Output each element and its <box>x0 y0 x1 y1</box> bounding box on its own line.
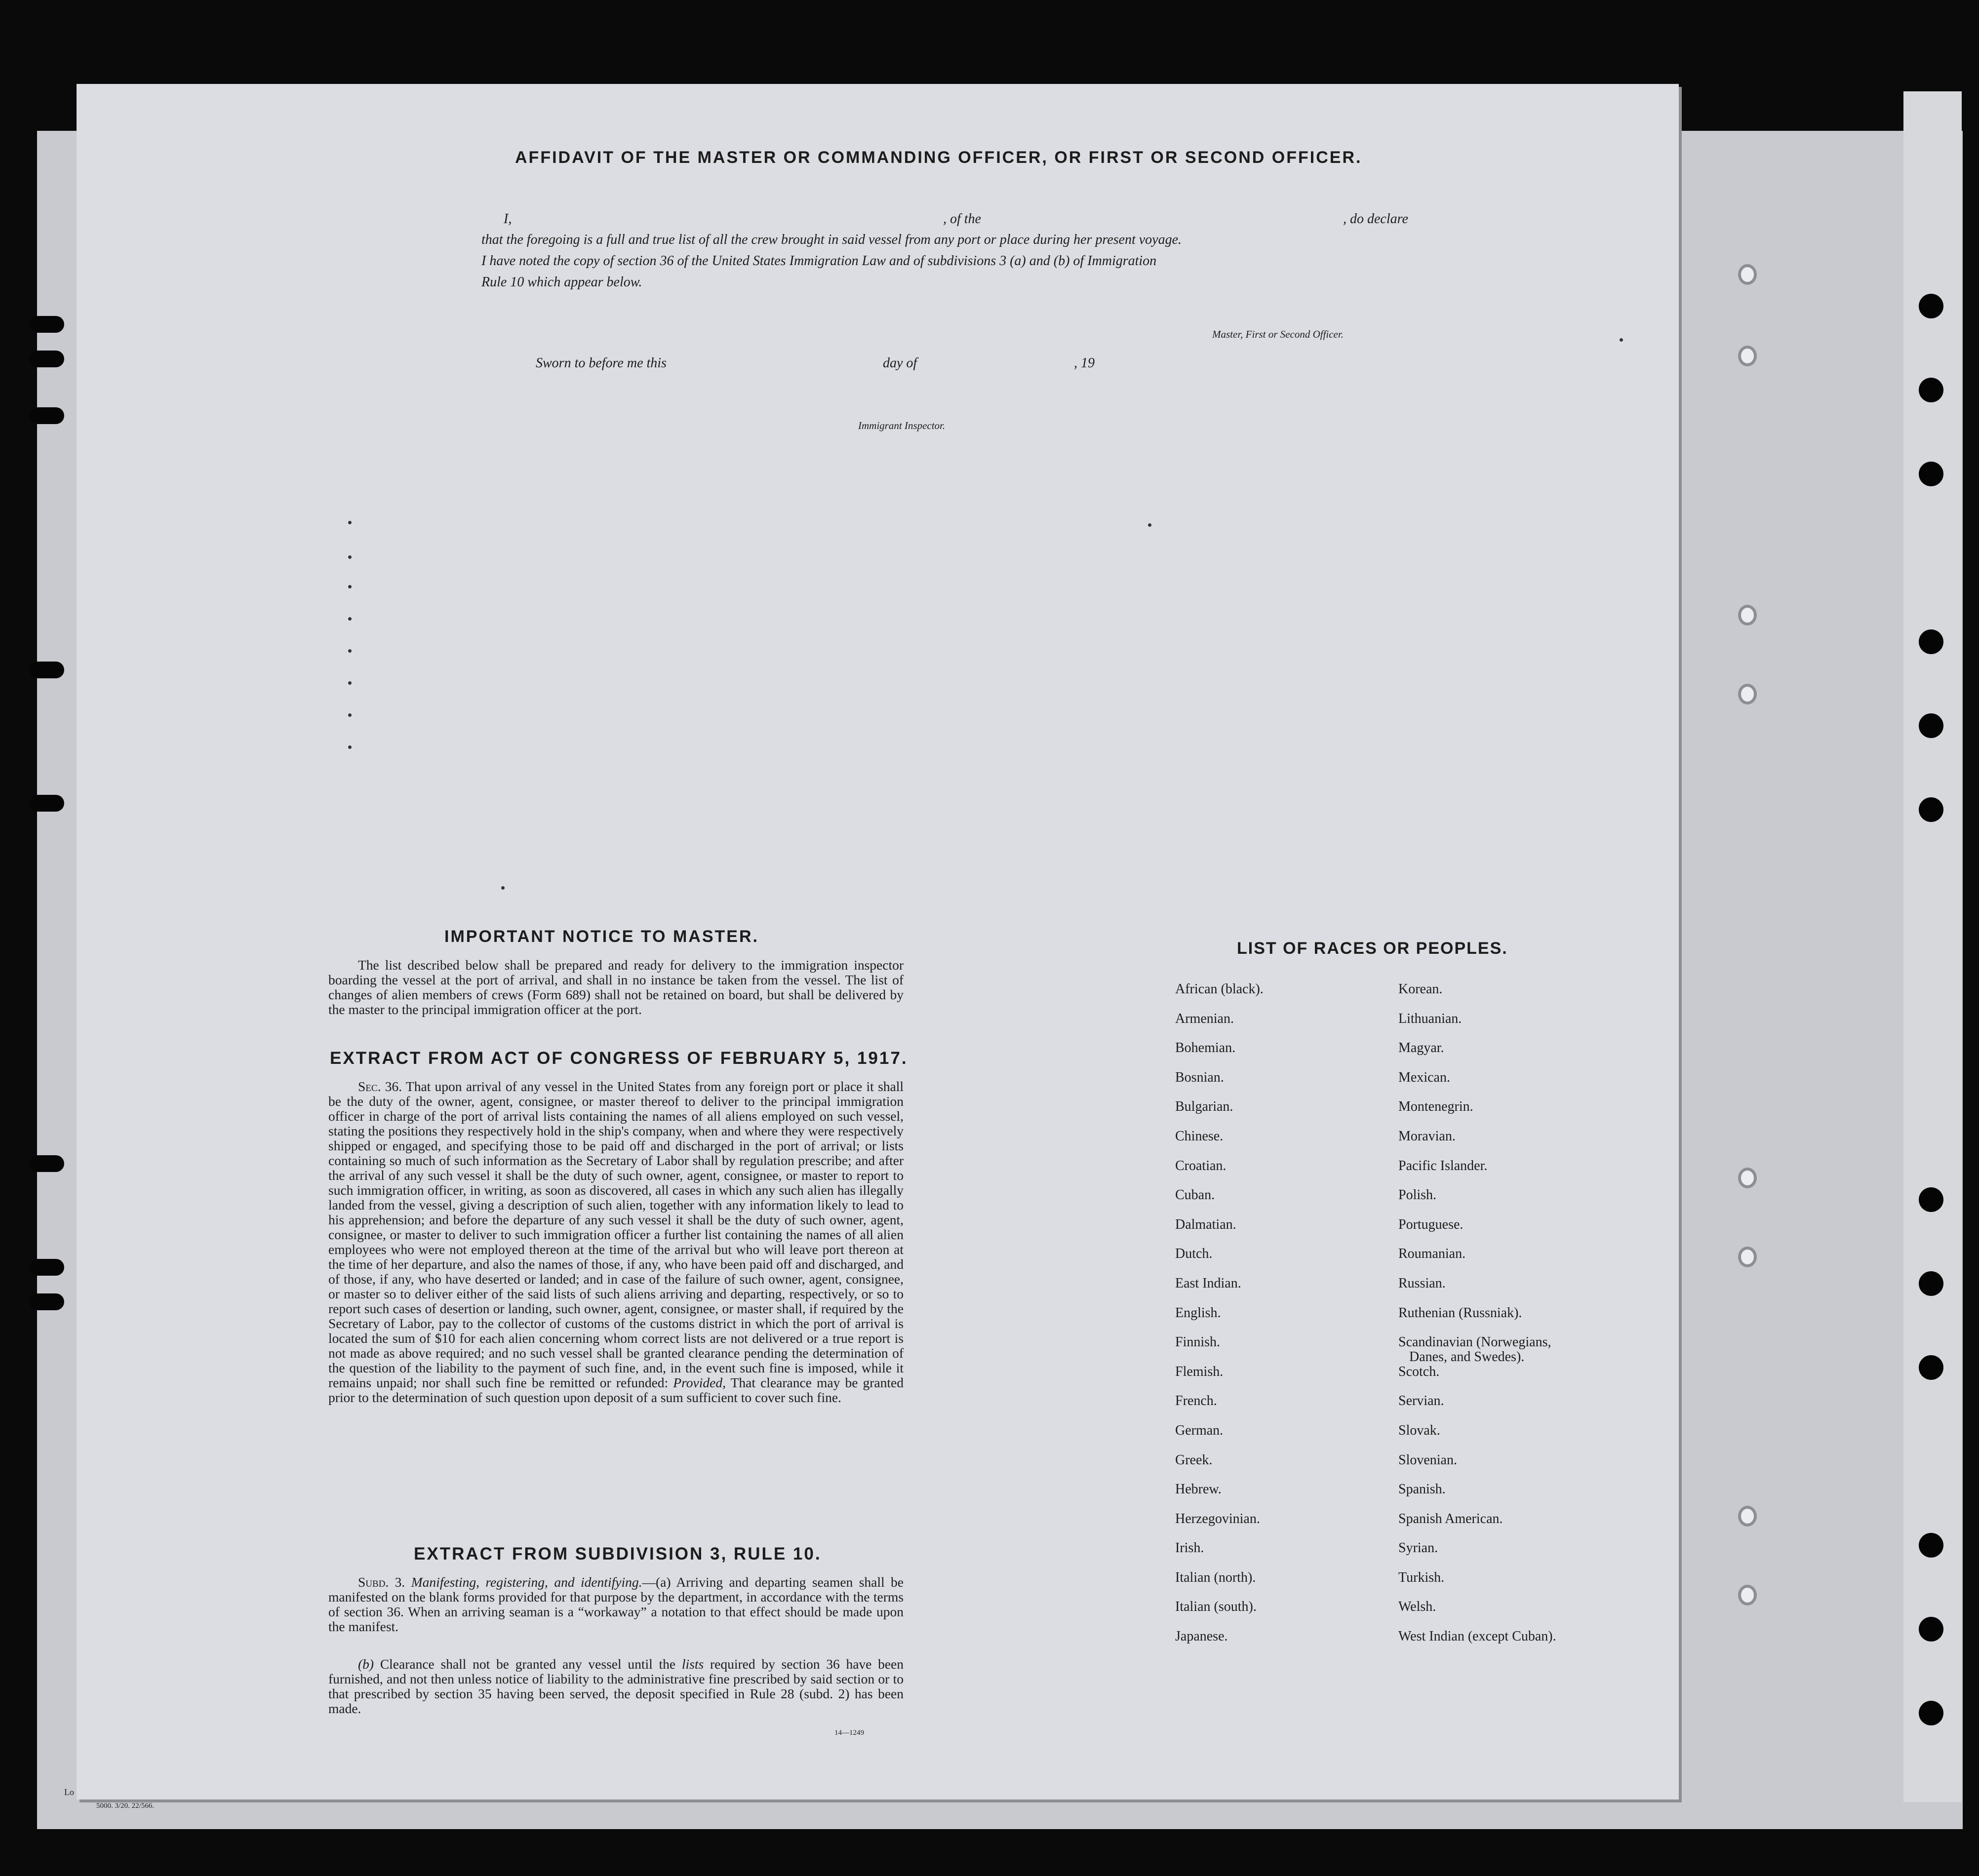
notice-text: The list described below shall be prepared and ready for delivery to the immigration inspector boarding the vessel at the port of arrival, and shall in no instance be taken from the vessel. The list of changes of alien members of crews (Form 689) shall not be retained on board, but shall be delivered by the master to the principal immigration officer at the port. <box>328 957 904 1017</box>
rule-extract-text-b: (b) Clearance shall not be granted any vessel until the lists required by section 36 have been furnished, and not then unless notice of liability to the administrative fine prescribed by said section or to that prescribed by section 35 having been served, the deposit specified in Rule 28 (subd. 2) has been made. <box>328 1656 904 1716</box>
print-line: 5000. 3/20. 22/566. <box>96 1802 155 1810</box>
race-item: Servian. <box>1398 1393 1444 1409</box>
master-signature-caption: Master, First or Second Officer. <box>1212 328 1344 340</box>
form-dot <box>348 681 352 685</box>
race-item: Herzegovinian. <box>1175 1511 1260 1526</box>
race-item: Armenian. <box>1175 1011 1234 1026</box>
form-dot <box>501 886 505 890</box>
punch-hole <box>1919 294 1943 318</box>
binding-tab <box>30 662 64 678</box>
race-item: Polish. <box>1398 1187 1437 1203</box>
race-item: Hebrew. <box>1175 1482 1222 1497</box>
race-item: Cuban. <box>1175 1187 1215 1203</box>
binding-tab <box>30 407 64 424</box>
race-item: Italian (north). <box>1175 1569 1256 1585</box>
affidavit-do-declare: , do declare <box>1343 211 1408 227</box>
race-item: Roumanian. <box>1398 1246 1466 1262</box>
notice-heading: IMPORTANT NOTICE TO MASTER. <box>444 927 759 946</box>
punch-hole <box>1919 629 1943 654</box>
act-extract-text: Sec. 36. That upon arrival of any vessel in the United States from any foreign port or place it shall be the duty of the owner, agent, consignee, or master thereof to deliver to the principal immigration officer in charge of the port of arrival lists containing the names of all aliens employed on such vessel, stating the positions they respectively hold in the ship's company, when and where they were respectively shipped or engaged, and specifying those to be paid off and discharged in the port of arrival; or lists containing so much of such information as the Secretary of Labor shall by regulation prescribe; and after the arrival of any such vessel it shall be the duty of such owner, agent, consignee, or master to report to such immigration officer, in writing, as soon as discovered, all cases in which any such alien has illegally landed from the vessel, giving a description of such alien, together with any information likely to lead to his apprehension; and before the departure of any such vessel it shall be the duty of such owner, agent, consignee, or master to deliver to such immigration officer a further list containing the names of all alien employees who were not employed thereon at the time of the arrival but who will leave port thereon at the time of her departure, and also the names of those, if any, who have been paid off and discharged, and of those, if any, who have deserted or landed; and in case of the failure of such owner, agent, consignee, or master so to deliver either of the said lists of such aliens arriving and departing, respectively, or so to report such cases of desertion or landing, such owner, agent, consignee, or master shall, if required by the Secretary of Labor, pay to the collector of customs of the customs district in which the port of arrival is located the sum of $10 for each alien concerning whom correct lists are not delivered or a true report is not made as above required; and no such vessel shall be granted clearance pending the determination of the question of the liability to the payment of such fine, and, in the event such fine is imposed, while it remains unpaid; nor shall such fine be remitted or refunded: Provided, That clearance may be granted prior to the determination of such question upon deposit of a sum sufficient to cover such fine. <box>328 1079 904 1405</box>
day-of-text: day of <box>883 355 917 371</box>
race-item: Croatian. <box>1175 1158 1227 1173</box>
inspector-caption: Immigrant Inspector. <box>858 420 946 431</box>
race-item: Welsh. <box>1398 1599 1436 1615</box>
race-item: Bohemian. <box>1175 1040 1236 1056</box>
binder-ring <box>1738 264 1757 285</box>
rule-extract-text-a: Subd. 3. Manifesting, registering, and identifying.—(a) Arriving and departing seamen shall be manifested on the blank forms provided for that purpose by the department, in accordance with the terms of section 36. When an arriving seaman is a “workaway” a notation to that effect should be made upon the manifest. <box>328 1574 904 1634</box>
form-dot <box>348 617 352 621</box>
race-item: Dutch. <box>1175 1246 1213 1262</box>
punch-hole <box>1919 797 1943 822</box>
race-item: Scandinavian (Norwegians, <box>1398 1334 1551 1350</box>
binding-tab <box>30 351 64 367</box>
punch-hole <box>1919 1355 1943 1380</box>
binding-tab <box>30 1259 64 1276</box>
race-item: French. <box>1175 1393 1217 1409</box>
binding-tab <box>30 795 64 812</box>
binder-ring <box>1738 684 1757 704</box>
race-item: East Indian. <box>1175 1275 1241 1291</box>
race-item: German. <box>1175 1422 1224 1438</box>
race-item: Syrian. <box>1398 1540 1438 1556</box>
punch-hole <box>1919 378 1943 402</box>
race-item: Turkish. <box>1398 1569 1445 1585</box>
race-item: Spanish American. <box>1398 1511 1503 1526</box>
form-dot <box>348 745 352 749</box>
races-heading: LIST OF RACES OR PEOPLES. <box>1237 939 1508 958</box>
race-item: Slovenian. <box>1398 1452 1457 1468</box>
race-item: Dalmatian. <box>1175 1216 1236 1232</box>
punch-hole <box>1919 1701 1943 1725</box>
race-item-scandinavian <box>1398 1335 1556 1365</box>
form-dot <box>348 555 352 559</box>
race-item: Flemish. <box>1175 1364 1224 1379</box>
sworn-text: Sworn to before me this <box>536 355 667 371</box>
race-item: Bosnian. <box>1175 1069 1224 1085</box>
race-item-continuation: Danes, and Swedes). <box>1409 1349 1525 1365</box>
form-dot <box>348 521 352 524</box>
edge-mark: Lo <box>64 1787 74 1797</box>
race-item: Bulgarian. <box>1175 1099 1233 1115</box>
race-item: African (black). <box>1175 981 1264 997</box>
race-item: Japanese. <box>1175 1629 1228 1644</box>
race-item: Irish. <box>1175 1540 1204 1556</box>
form-dot <box>348 713 352 717</box>
affidavit-line-4: Rule 10 which appear below. <box>481 274 642 290</box>
race-item: Korean. <box>1398 981 1443 997</box>
form-dot <box>348 649 352 653</box>
race-item: Pacific Islander. <box>1398 1158 1488 1173</box>
year-prefix: , 19 <box>1074 355 1095 371</box>
binder-ring <box>1738 1168 1757 1188</box>
race-item: Chinese. <box>1175 1128 1224 1144</box>
form-dot <box>348 585 352 588</box>
form-dot <box>1148 523 1151 527</box>
binding-tab <box>30 316 64 333</box>
race-item: Italian (south). <box>1175 1599 1257 1615</box>
affidavit-line-3: I have noted the copy of section 36 of the United States Immigration Law and of subdivisions 3 (a) and (b) of Immigration <box>481 253 1157 269</box>
race-item: Montenegrin. <box>1398 1099 1473 1115</box>
binding-tab <box>30 1155 64 1172</box>
race-item: Moravian. <box>1398 1128 1456 1144</box>
punch-hole <box>1919 1187 1943 1212</box>
affidavit-i: I, <box>504 211 512 227</box>
race-item: Finnish. <box>1175 1334 1221 1350</box>
race-item: Russian. <box>1398 1275 1446 1291</box>
affidavit-of-the: , of the <box>943 211 981 227</box>
perforated-strip <box>1903 91 1962 1802</box>
affidavit-line-2: that the foregoing is a full and true list of all the crew brought in said vessel from any port or place during her present voyage. <box>481 232 1182 247</box>
race-item: Slovak. <box>1398 1422 1440 1438</box>
race-item: West Indian (except Cuban). <box>1398 1629 1556 1644</box>
races-right-column <box>1398 982 1556 1659</box>
race-item: Lithuanian. <box>1398 1011 1462 1026</box>
races-left-column <box>1175 982 1264 1659</box>
rule-extract-heading: EXTRACT FROM SUBDIVISION 3, RULE 10. <box>414 1544 822 1563</box>
punch-hole <box>1919 1271 1943 1296</box>
binder-ring <box>1738 346 1757 366</box>
binder-ring <box>1738 605 1757 625</box>
act-extract-heading: EXTRACT FROM ACT OF CONGRESS OF FEBRUARY 5, 1917. <box>330 1049 908 1068</box>
binder-ring <box>1738 1585 1757 1605</box>
binding-tab <box>30 1293 64 1310</box>
race-item: Greek. <box>1175 1452 1213 1468</box>
race-item: Scotch. <box>1398 1364 1440 1379</box>
race-item: Spanish. <box>1398 1482 1446 1497</box>
punch-hole <box>1919 462 1943 486</box>
punch-hole <box>1919 1617 1943 1642</box>
form-dot <box>1620 338 1623 342</box>
binder-ring <box>1738 1506 1757 1526</box>
binder-ring <box>1738 1247 1757 1267</box>
race-item: Magyar. <box>1398 1040 1444 1056</box>
race-item: Ruthenian (Russniak). <box>1398 1305 1522 1321</box>
race-item: Mexican. <box>1398 1069 1450 1085</box>
punch-hole <box>1919 1533 1943 1558</box>
form-code: 14—1249 <box>834 1729 864 1737</box>
affidavit-heading: AFFIDAVIT OF THE MASTER OR COMMANDING OFFICER, OR FIRST OR SECOND OFFICER. <box>515 148 1362 167</box>
race-item: English. <box>1175 1305 1221 1321</box>
punch-hole <box>1919 713 1943 738</box>
race-item: Portuguese. <box>1398 1216 1464 1232</box>
